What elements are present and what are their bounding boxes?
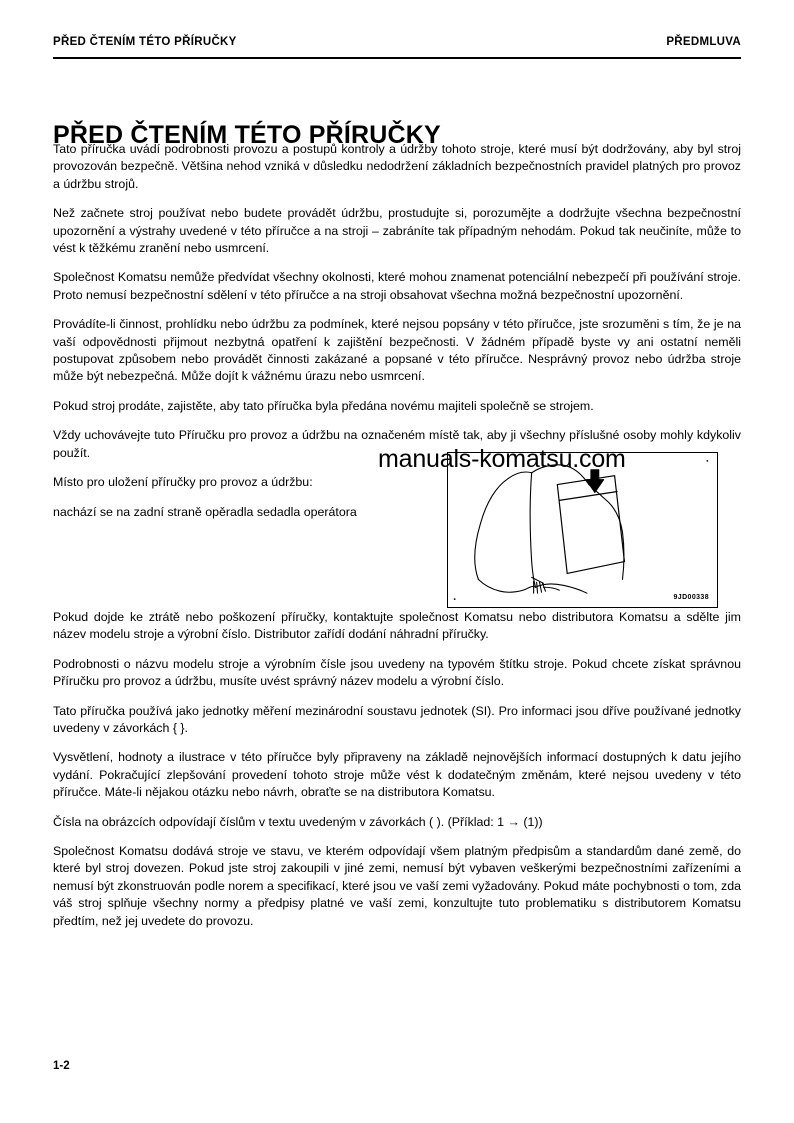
paragraph: Vždy uchovávejte tuto Příručku pro provoz a údržbu na označeném místě tak, aby ji všechny příslušné osoby mohly kdykoliv použít.	[53, 428, 741, 460]
page-title: PŘED ČTENÍM TÉTO PŘÍRUČKY	[53, 120, 441, 149]
seat-back-illustration	[448, 453, 717, 607]
paragraph: Podrobnosti o názvu modelu stroje a výrobním čísle jsou uvedeny na typovém štítku stroje. Pokud chcete získat správnou Příručku pro provoz a údržbu, musíte uvést správný název modelu a výrobní číslo.	[53, 656, 741, 689]
header-divider-rule	[53, 57, 741, 59]
paragraph: Tato příručka uvádí podrobnosti provozu a postupů kontroly a údržby tohoto stroje, které musí být dodržovány, aby byl stroj provozován bezpečně. Většina nehod vzniká v důsledku nedodržení základních bezpečnostních pravidel platných pro provoz a údržbu strojů.	[53, 142, 741, 191]
paragraph: Společnost Komatsu dodává stroje ve stavu, ve kterém odpovídají všem platným předpisům a standardům dané země, do které byl stroj dovezen. Pokud jste stroj zakoupili v jiné zemi, nemusí být vybaven veškerými bezpečnostními zařízeními a nemusí být zkonstruován podle norem a specifikací, které jsou ve vaší zemi vyžadovány. Pokud máte pochybnosti o tom, zda váš stroj splňuje všechny normy a předpisy platné ve vaší zemi, konzultujte tuto problematiku s distributorem Komatsu předtím, než jej uvedete do provozu.	[53, 844, 741, 928]
paragraph: Pokud dojde ke ztrátě nebo poškození příručky, kontaktujte společnost Komatsu nebo distributora Komatsu a sdělte jim název modelu stroje a výrobní číslo. Distributor zařídí dodání náhradní příručky.	[53, 610, 741, 642]
paragraph-figure-number-note: Čísla na obrázcích odpovídají číslům v textu uvedeným v závorkách ( ). (Příklad: 1 → (1))	[53, 814, 543, 829]
running-header	[53, 36, 741, 48]
paragraph: Provádíte-li činnost, prohlídku nebo údržbu za podmínek, které nejsou popsány v této příručce, jste srozuměni s tím, že je na vaší odpovědnosti přijmout nezbytná opatření k zajištění bezpečnosti. V žádném případě byste vy ani ostatní neměli postupovat způsobem nebo provádět činnosti zakázané a popsané v této příručce. Nesprávný provoz nebo údržba stroje může být nebezpečná. Může dojít k vážnému úrazu nebo usmrcení.	[53, 317, 741, 384]
paragraph: Společnost Komatsu nemůže předvídat všechny okolnosti, které mohou znamenat potenciální nebezpečí při používání stroje. Proto nemusí bezpečnostní sdělení v této příručce a na stroji obsahovat všechna možná bezpečnostní upozornění.	[53, 270, 741, 302]
paragraph: Vysvětlení, hodnoty a ilustrace v této příručce byly připraveny na základě nejnovějších informací dostupných k datu jejího vydání. Pokračující zlepšování provedení tohoto stroje může vést k dodatečným změnám, které nejsou uvedeny v této příručce. Máte-li nějakou otázku nebo návrh, obraťte se na distributora Komatsu.	[53, 750, 741, 800]
body-text-lower	[53, 609, 741, 930]
paragraph: Místo pro uložení příručky pro provoz a údržbu:	[53, 475, 313, 490]
footer-page-number: 1-2	[53, 1060, 70, 1072]
watermark: manuals-komatsu.com	[378, 445, 626, 473]
paragraph-storage-location: nachází se na zadní straně opěradla sedadla operátora	[53, 504, 357, 519]
header-section-title: PŘEDMLUVA	[666, 36, 741, 48]
header-chapter-title: PŘED ČTENÍM TÉTO PŘÍRUČKY	[53, 36, 237, 48]
paragraph: Tato příručka používá jako jednotky měření mezinárodní soustavu jednotek (SI). Pro informaci jsou dříve používané jednotky uvedeny v závorkách { }.	[53, 703, 741, 736]
figure-seat-manual-pocket	[447, 452, 718, 608]
figure-id-label: 9JD00338	[673, 594, 709, 601]
paragraph: Pokud stroj prodáte, zajistěte, aby tato příručka byla předána novému majiteli společně se strojem.	[53, 398, 594, 413]
paragraph: Než začnete stroj používat nebo budete provádět údržbu, prostudujte si, porozumějte a dodržujte všechna bezpečnostní upozornění a výstrahy uvedené v této příručce a na stroji – zabráníte tak případným nehodám. Pokud tak neučiníte, může to vést k těžkému zranění nebo usmrcení.	[53, 206, 741, 256]
